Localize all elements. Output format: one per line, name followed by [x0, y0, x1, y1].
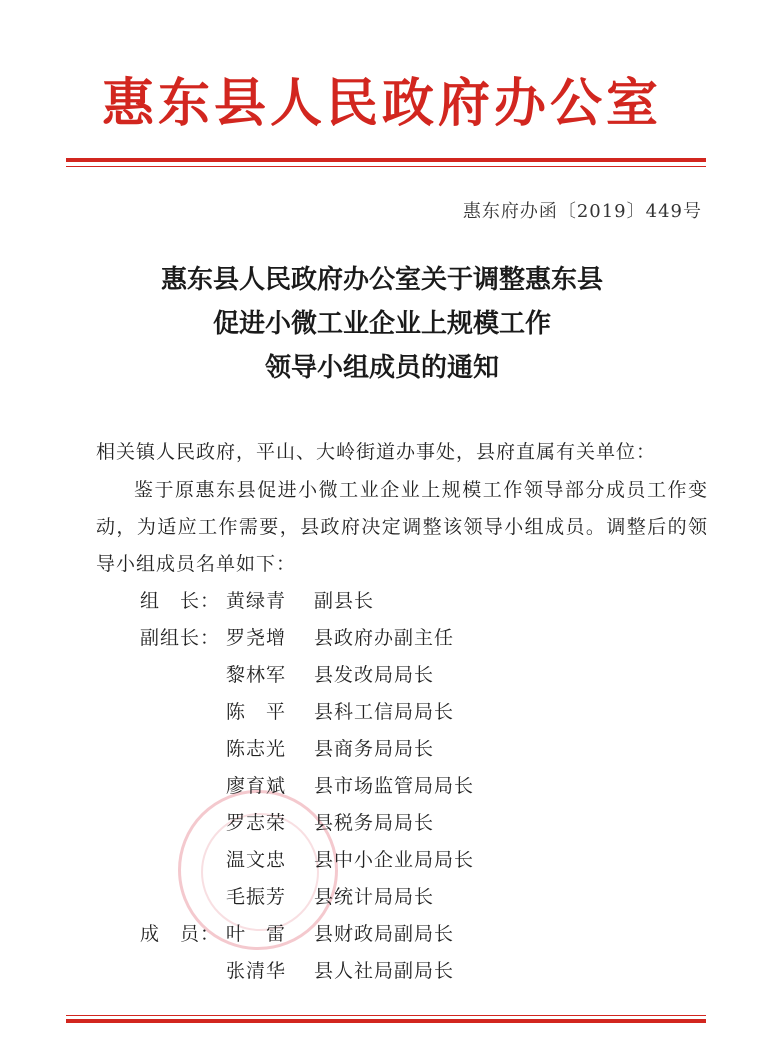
member-position: 县科工信局局长 [314, 701, 455, 723]
member-name: 黄绿青 [226, 590, 287, 612]
member-name: 毛振芳 [226, 886, 287, 908]
document-title [0, 258, 764, 390]
body-paragraph: 鉴于原惠东县促进小微工业企业上规模工作领导部分成员工作变动，为适应工作需要，县政府决定调整该领导小组成员。调整后的领导小组成员名单如下： [96, 479, 708, 575]
member-role: 组 长： [140, 590, 221, 612]
member-position: 县发改局局长 [314, 664, 435, 686]
footer-rule-thin [66, 1015, 706, 1016]
document-number: 惠东府办函〔2019〕449号 [462, 201, 702, 222]
member-position: 县税务局局长 [314, 812, 435, 834]
title-line: 惠东县人民政府办公室关于调整惠东县 [160, 265, 603, 295]
footer-rule-thick [66, 1019, 706, 1023]
member-position: 县市场监管局局长 [314, 775, 475, 797]
member-name: 黎林军 [226, 664, 287, 686]
member-name: 陈志光 [226, 738, 287, 760]
member-position: 县商务局局长 [314, 738, 435, 760]
member-name: 叶 雷 [226, 923, 287, 945]
addressee: 相关镇人民政府，平山、大岭街道办事处，县府直属有关单位： [96, 441, 657, 463]
member-name: 张清华 [226, 960, 287, 982]
header-rule-thin [66, 166, 706, 167]
title-line: 领导小组成员的通知 [264, 353, 499, 383]
masthead: 惠东县人民政府办公室 [101, 73, 662, 134]
member-position: 县财政局副局长 [314, 923, 455, 945]
member-position: 县人社局副局长 [314, 960, 455, 982]
member-name: 温文忠 [226, 849, 287, 871]
member-name: 罗尧增 [226, 627, 287, 649]
member-position: 县中小企业局局长 [314, 849, 475, 871]
member-position: 县统计局局长 [314, 886, 435, 908]
member-name: 罗志荣 [226, 812, 287, 834]
member-name: 陈 平 [226, 701, 287, 723]
member-role: 副组长： [140, 627, 221, 649]
member-position: 副县长 [314, 590, 375, 612]
member-role: 成 员： [140, 923, 221, 945]
member-name: 廖育斌 [226, 775, 287, 797]
header-rule-thick [66, 158, 706, 162]
member-position: 县政府办副主任 [314, 627, 455, 649]
title-line: 促进小微工业企业上规模工作 [212, 309, 551, 339]
